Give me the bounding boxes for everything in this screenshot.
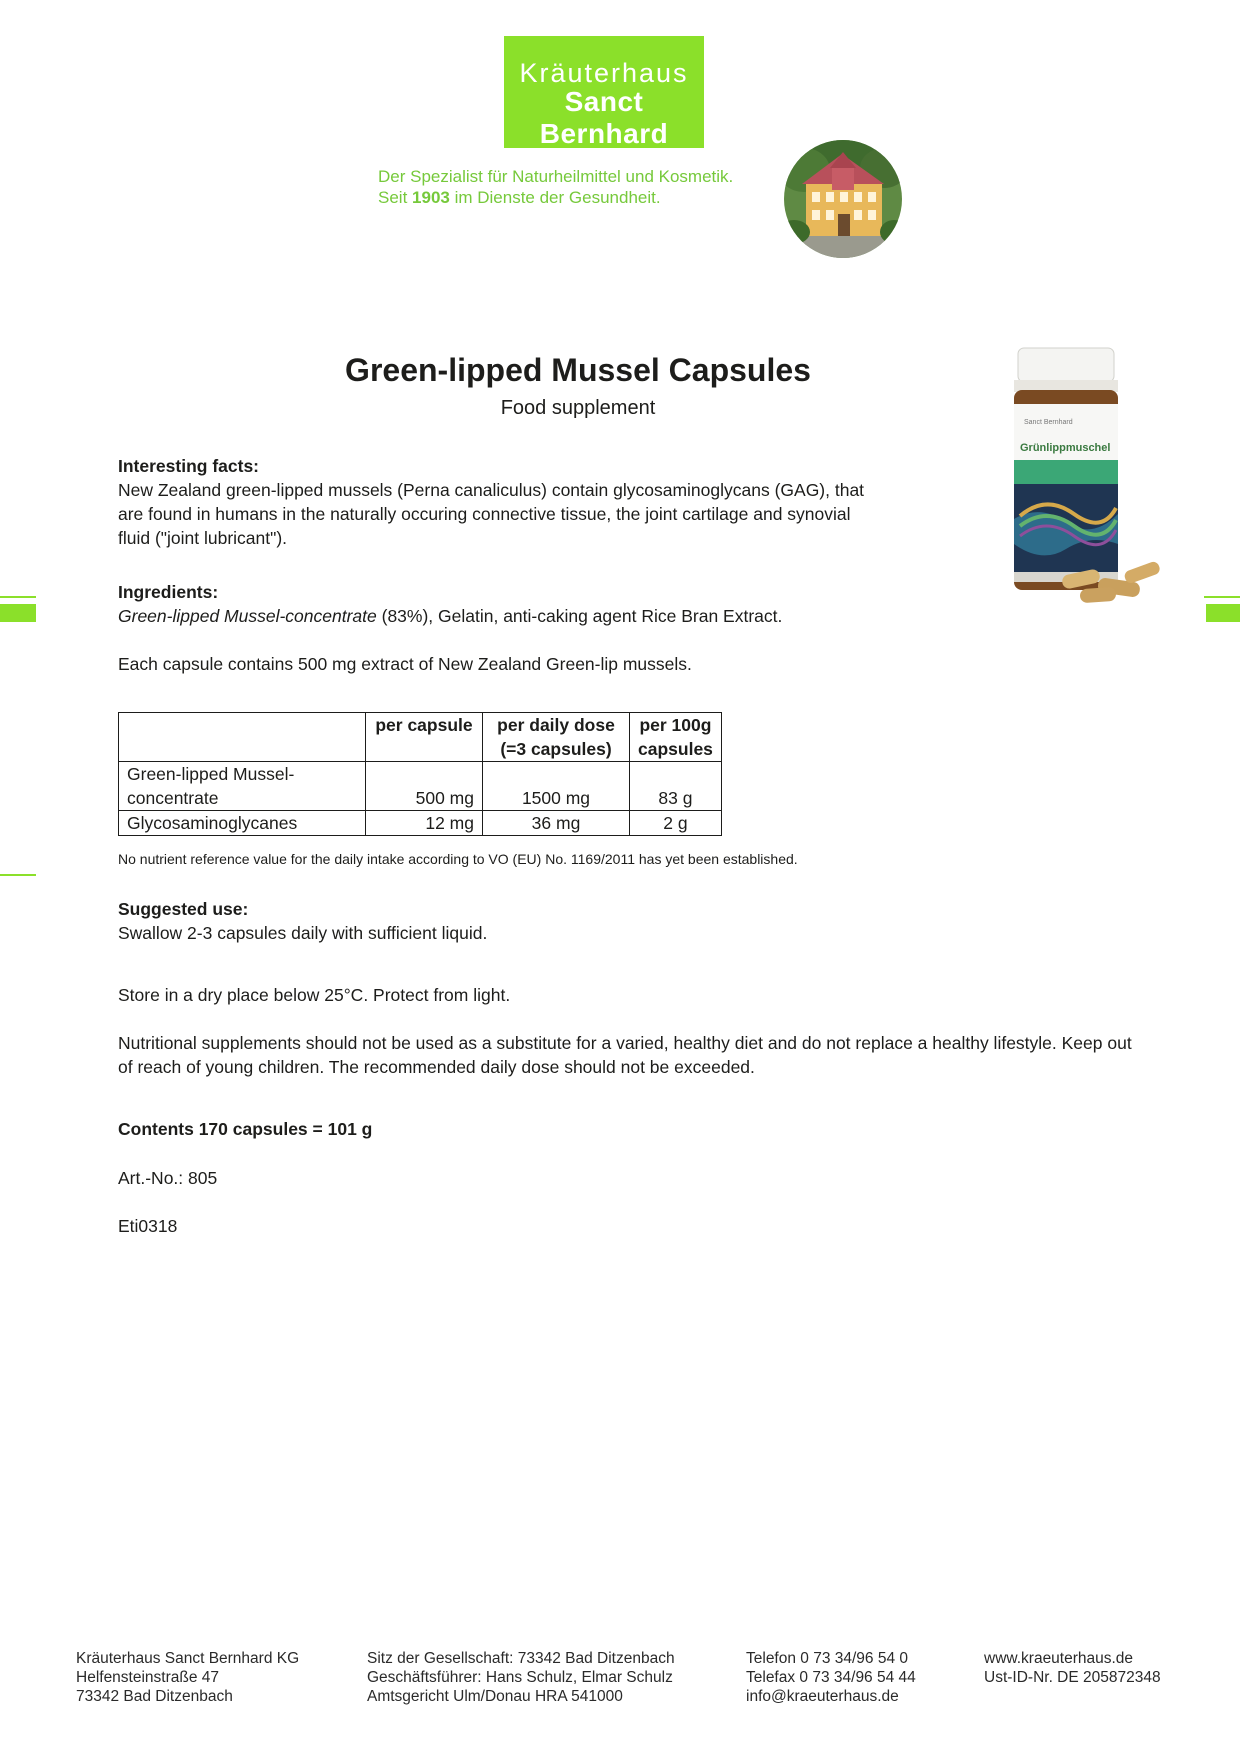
footer-contact bbox=[746, 1649, 916, 1706]
article-number: Art.-No.: 805 bbox=[118, 1168, 218, 1188]
footer-vat-id: Ust-ID-Nr. DE 205872348 bbox=[984, 1669, 1161, 1686]
fold-mark-left-bottom bbox=[0, 874, 36, 876]
fold-mark-right-block bbox=[1206, 604, 1240, 622]
footer-phone: Telefon 0 73 34/96 54 0 bbox=[746, 1650, 909, 1667]
table-cell-name: Green-lipped Mussel- concentrate bbox=[119, 762, 366, 811]
product-subtitle: Food supplement bbox=[500, 397, 656, 419]
usage-text: Swallow 2-3 capsules daily with sufficient liquid. bbox=[118, 923, 488, 943]
table-header-row bbox=[119, 713, 722, 762]
table-row bbox=[119, 762, 722, 811]
bottle-brand-text: Sanct Bernhard bbox=[1024, 419, 1073, 426]
warning-line: of reach of young children. The recommended daily dose should not be exceeded. bbox=[118, 1057, 755, 1077]
table-cell: 1500 mg bbox=[483, 762, 630, 811]
footer-web bbox=[984, 1649, 1161, 1687]
tagline-line-2: Seit 1903 im Dienste der Gesundheit. bbox=[378, 188, 661, 207]
footer-line: Kräuterhaus Sanct Bernhard KG bbox=[76, 1650, 300, 1667]
product-title: Green-lipped Mussel Capsules bbox=[345, 352, 811, 388]
table-header: per daily dose (=3 capsules) bbox=[483, 713, 630, 762]
label-code: Eti0318 bbox=[118, 1216, 178, 1236]
fold-mark-left-block bbox=[0, 604, 36, 622]
facts-section bbox=[118, 454, 1188, 550]
tagline-year: 1903 bbox=[412, 188, 450, 207]
footer-line: Helfensteinstraße 47 bbox=[76, 1669, 220, 1686]
footer-website-link[interactable]: www.kraeuterhaus.de bbox=[984, 1650, 1134, 1667]
table-cell: 500 mg bbox=[366, 762, 483, 811]
nutrient-note: No nutrient reference value for the daily intake according to VO (EU) No. 1169/2011 has yet been established. bbox=[118, 851, 798, 867]
facts-line: fluid ("joint lubricant"). bbox=[118, 528, 288, 548]
footer-company bbox=[76, 1649, 299, 1706]
brand-logo bbox=[504, 36, 704, 148]
contents-text: Contents 170 capsules = 101 g bbox=[118, 1119, 373, 1139]
warning-line: Nutritional supplements should not be used as a substitute for a varied, healthy diet and do not replace a healthy lifestyle. Keep out bbox=[118, 1033, 1132, 1053]
table-cell: 83 g bbox=[630, 762, 722, 811]
table-header: per capsule bbox=[366, 713, 483, 762]
table-header-empty bbox=[119, 713, 366, 762]
warning-section bbox=[118, 1031, 1188, 1079]
logo-line-2: Sanct Bernhard bbox=[539, 86, 669, 149]
usage-section bbox=[118, 897, 1188, 945]
facts-line: are found in humans in the naturally occuring connective tissue, the joint cartilage and synovial bbox=[118, 504, 851, 524]
ingredients-section bbox=[118, 580, 1188, 628]
fold-mark-right-top bbox=[1204, 596, 1240, 598]
ingredients-list: Green-lipped Mussel-concentrate (83%), Gelatin, anti-caking agent Rice Bran Extract. bbox=[118, 606, 783, 626]
nutrition-table bbox=[118, 712, 722, 836]
building-photo bbox=[784, 140, 902, 258]
table-cell-name: Glycosaminoglycanes bbox=[119, 811, 366, 836]
footer-line: Amtsgericht Ulm/Donau HRA 541000 bbox=[367, 1688, 623, 1705]
table-row bbox=[119, 811, 722, 836]
table-cell: 12 mg bbox=[366, 811, 483, 836]
tagline bbox=[378, 166, 733, 208]
facts-heading: Interesting facts: bbox=[118, 456, 259, 476]
table-cell: 36 mg bbox=[483, 811, 630, 836]
each-capsule-text: Each capsule contains 500 mg extract of New Zealand Green-lip mussels. bbox=[118, 654, 692, 674]
footer-line: Sitz der Gesellschaft: 73342 Bad Ditzenbach bbox=[367, 1650, 675, 1667]
footer-fax: Telefax 0 73 34/96 54 44 bbox=[746, 1669, 916, 1686]
logo-line-1: Kräuterhaus bbox=[519, 58, 689, 88]
usage-heading: Suggested use: bbox=[118, 899, 249, 919]
bottle-name-text: Grünlippmuschel bbox=[1020, 442, 1111, 454]
facts-line: New Zealand green-lipped mussels (Perna canaliculus) contain glycosaminoglycans (GAG), that bbox=[118, 480, 865, 500]
ingredients-heading: Ingredients: bbox=[118, 582, 219, 602]
ingredients-main: Green-lipped Mussel-concentrate bbox=[118, 606, 377, 626]
tagline-line-1: Der Spezialist für Naturheilmittel und Kosmetik. bbox=[378, 167, 734, 186]
footer-email-link[interactable]: info@kraeuterhaus.de bbox=[746, 1688, 899, 1705]
table-header: per 100g capsules bbox=[630, 713, 722, 762]
footer-line: 73342 Bad Ditzenbach bbox=[76, 1688, 233, 1705]
footer-line: Geschäftsführer: Hans Schulz, Elmar Schulz bbox=[367, 1669, 673, 1686]
footer-legal bbox=[367, 1649, 675, 1706]
table-cell: 2 g bbox=[630, 811, 722, 836]
storage-text: Store in a dry place below 25°C. Protect from light. bbox=[118, 985, 511, 1005]
fold-mark-left-top bbox=[0, 596, 36, 598]
